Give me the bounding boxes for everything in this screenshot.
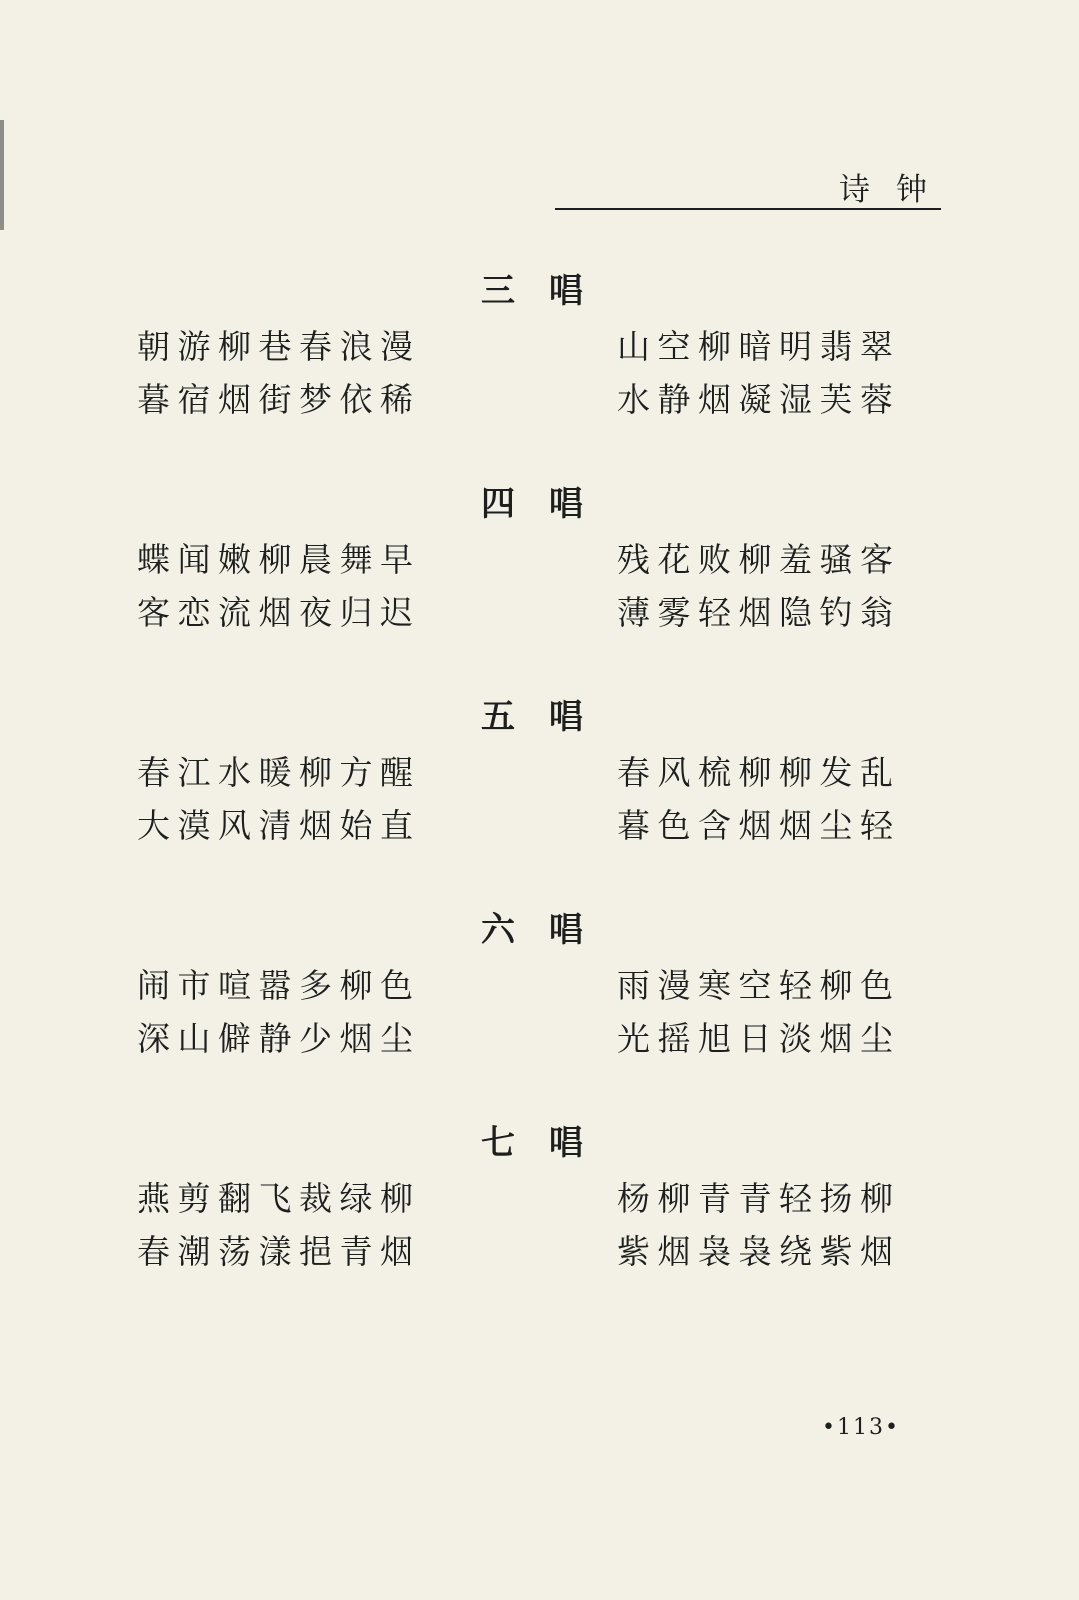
section-title: 四唱 xyxy=(481,484,617,524)
verse-line: 闹市喧嚣多柳色 xyxy=(137,966,421,1005)
verse-line: 山空柳暗明翡翠 xyxy=(617,327,901,366)
verse-line: 客恋流烟夜归迟 xyxy=(137,593,421,632)
verse-line: 暮宿烟街梦依稀 xyxy=(137,380,421,419)
verse-line: 春风梳柳柳发乱 xyxy=(617,753,901,792)
binding-edge-shadow xyxy=(0,120,4,230)
section-title: 六唱 xyxy=(481,910,617,950)
verse-line: 水静烟凝湿芙蓉 xyxy=(617,380,901,419)
poem-sections xyxy=(0,268,1079,1333)
couplet-left xyxy=(137,533,421,639)
section-title: 三唱 xyxy=(481,271,617,311)
verse-line: 薄雾轻烟隐钓翁 xyxy=(617,593,901,632)
couplet-right xyxy=(617,746,901,852)
section-title: 五唱 xyxy=(481,697,617,737)
verse-line: 春潮荡漾挹青烟 xyxy=(137,1232,421,1271)
running-head-title: 诗钟 xyxy=(839,172,953,208)
verse-line: 雨漫寒空轻柳色 xyxy=(617,966,901,1005)
section-liu-chang xyxy=(0,907,1079,1120)
verse-line: 紫烟袅袅绕紫烟 xyxy=(617,1232,901,1271)
couplet-left xyxy=(137,746,421,852)
verse-line: 深山僻静少烟尘 xyxy=(137,1019,421,1058)
section-qi-chang xyxy=(0,1120,1079,1333)
section-si-chang xyxy=(0,481,1079,694)
verse-line: 光摇旭日淡烟尘 xyxy=(617,1019,901,1058)
verse-line: 蝶闻嫩柳晨舞早 xyxy=(137,540,421,579)
couplet-right xyxy=(617,959,901,1065)
couplet-left xyxy=(137,959,421,1065)
verse-line: 残花败柳羞骚客 xyxy=(617,540,901,579)
verse-line: 燕剪翻飞裁绿柳 xyxy=(137,1179,421,1218)
running-head xyxy=(555,160,953,210)
verse-line: 大漠风清烟始直 xyxy=(137,806,421,845)
couplet-right xyxy=(617,1172,901,1278)
verse-line: 暮色含烟烟尘轻 xyxy=(617,806,901,845)
verse-line: 朝游柳巷春浪漫 xyxy=(137,327,421,366)
section-title: 七唱 xyxy=(481,1123,617,1163)
verse-line: 春江水暖柳方醒 xyxy=(137,753,421,792)
couplet-right xyxy=(617,533,901,639)
couplet-left xyxy=(137,1172,421,1278)
section-san-chang xyxy=(0,268,1079,481)
page-number: •113• xyxy=(822,1415,900,1440)
couplet-right xyxy=(617,320,901,426)
section-wu-chang xyxy=(0,694,1079,907)
verse-line: 杨柳青青轻扬柳 xyxy=(617,1179,901,1218)
couplet-left xyxy=(137,320,421,426)
